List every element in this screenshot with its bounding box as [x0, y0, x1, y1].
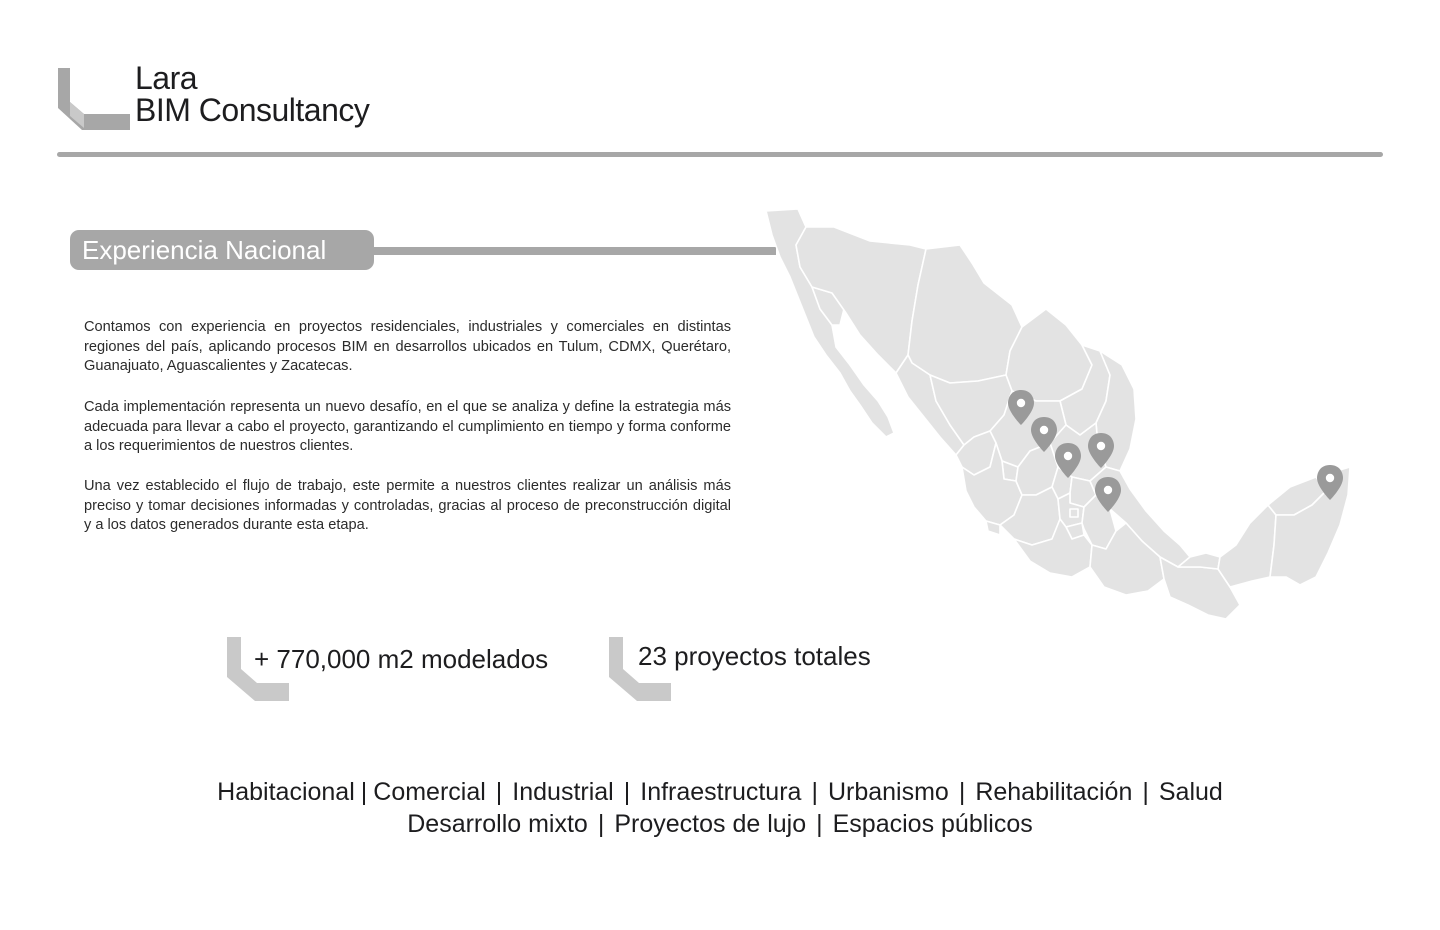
chihuahua-region: [908, 245, 1022, 383]
sector-label: Espacios públicos: [832, 810, 1033, 838]
sector-label: Habitacional: [217, 778, 355, 806]
mexico-map: [760, 205, 1360, 630]
sector-separator: |: [816, 810, 823, 838]
sector-label: Comercial: [373, 778, 486, 806]
sector-label: Industrial: [512, 778, 614, 806]
logo-mark-icon: [58, 68, 130, 130]
section-title-rule: [372, 247, 776, 255]
sector-label: Proyectos de lujo: [614, 810, 807, 838]
paragraph-2: Cada implementación representa un nuevo desafío, en el que se analiza y define la estrategia más adecuada para llevar a cabo el proyecto, garantizando el cumplimiento en tiempo y forma conforme a los requerimientos de nuestros clientes.: [84, 399, 731, 455]
brand-name: [135, 62, 369, 126]
sector-separator: |: [495, 778, 503, 806]
sectors-row-1: [0, 778, 1440, 807]
campeche-region: [1218, 505, 1276, 587]
sector-label: Salud: [1158, 778, 1223, 806]
paragraph-3: Una vez establecido el flujo de trabajo, este permite a nuestros clientes realizar un análisis más preciso y tomar decisiones informadas y controladas, gracias al proceso de preconstrucción digital y a los datos generados durante esta etapa.: [84, 478, 731, 534]
header-divider: [57, 152, 1383, 157]
sector-separator: |: [623, 778, 631, 806]
brand-line-2: BIM Consultancy: [135, 92, 370, 128]
stat-modeled-area: + 770,000 m2 modelados: [254, 644, 549, 674]
cdmx-region: [1070, 509, 1078, 517]
sector-label: Urbanismo: [827, 778, 949, 806]
brand-line-1: Lara: [135, 60, 198, 96]
sector-separator: |: [811, 778, 818, 806]
sector-separator: |: [958, 778, 966, 806]
sector-separator: |: [1142, 778, 1149, 806]
sector-separator: |: [597, 810, 605, 838]
paragraph-1: Contamos con experiencia en proyectos residenciales, industriales y comerciales en distintas regiones del país, aplicando procesos BIM en desarrollos ubicados en Tulum, CDMX, Querétaro, Guanajuato, Aguascalientes y Zacatecas.: [84, 319, 731, 375]
sector-label: Rehabilitación: [975, 778, 1133, 806]
section-title: Experiencia Nacional: [70, 230, 374, 270]
stat-total-projects: 23 proyectos totales: [638, 641, 871, 671]
sector-label: Desarrollo mixto: [407, 810, 588, 838]
sector-label: Infraestructura: [640, 778, 802, 806]
sector-separator: |: [360, 778, 368, 806]
sectors-row-2: [0, 810, 1440, 839]
